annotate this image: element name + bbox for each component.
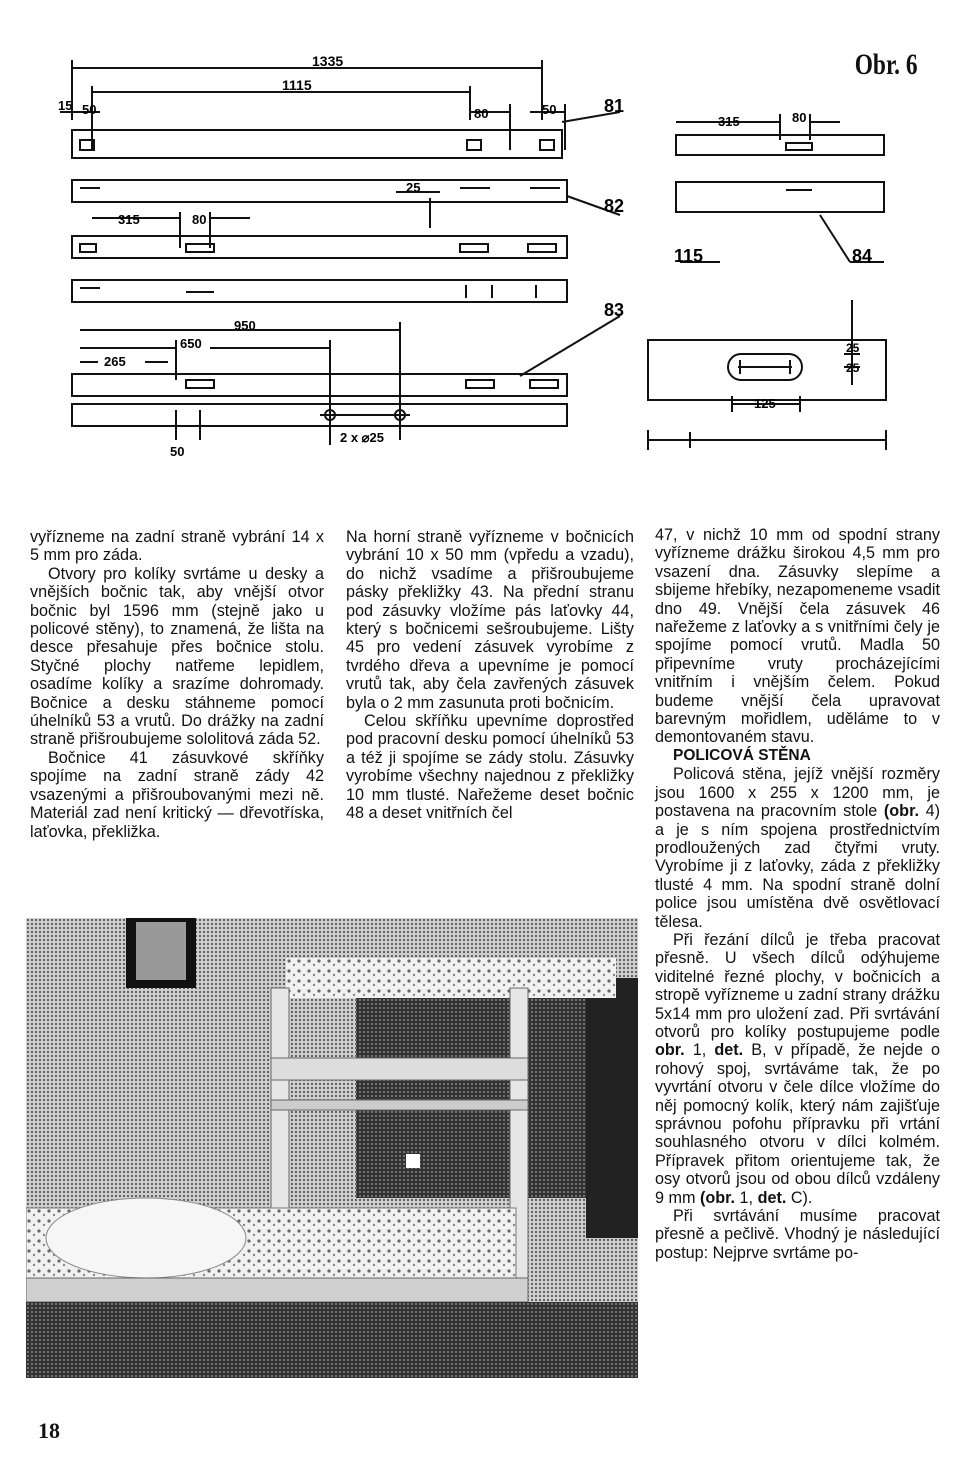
col3-p2-text-c: 4) a je s ním spojena prostřednictvím prodloužených zad čtyřmi vruty. Vyrobíme ji z laťovky, záda z překližky tlusté 4 mm. Na spodní straně dolní police jsou umístěna dvě osvětlovací tělesa. bbox=[655, 802, 940, 931]
dim-2x25: 2 x ⌀25 bbox=[340, 430, 384, 445]
col1-paragraph-3: Bočnice 41 zásuvkové skříňky spojíme na zadní straně zády 42 vsazenými a přišroubovanými mezi ně. Materiál zad není kritický — dřevotříska, laťovka, překližka. bbox=[30, 748, 324, 841]
col2-paragraph-2: Celou skříňku upevníme doprostřed pod pracovní desku pomocí úhelníků 53 a též ji spojíme se zády stolu. Zásuvky vyrobíme všechny najednou z překližky 10 mm tlusté. Nařežeme deset bočnic 48 a deset vnitřních čel bbox=[346, 712, 634, 823]
part-81-label: 81 bbox=[604, 96, 625, 116]
dim-80-b: 80 bbox=[192, 212, 207, 227]
col3-p2-text-a: Policová stěna, jejíž vnější rozměry jsou 1600 x 255 x 1200 mm, je postavena na pracovním stole bbox=[655, 765, 940, 821]
dim-25-right-a: 25 bbox=[846, 341, 860, 355]
dim-25: 25 bbox=[406, 180, 421, 195]
dim-125: 125 bbox=[754, 396, 776, 411]
part-84-label: 84 bbox=[852, 246, 873, 266]
dim-80-right: 80 bbox=[792, 110, 807, 125]
part-82-label: 82 bbox=[604, 196, 625, 216]
dim-315-right: 315 bbox=[718, 114, 740, 129]
dim-25-right-b: 25 bbox=[846, 361, 860, 375]
col1-paragraph-1: vyřízneme na zadní straně vybrání 14 x 5 mm pro záda. bbox=[30, 528, 324, 565]
col3-paragraph-1: 47, v nichž 10 mm od spodní strany vyřízneme drážku širokou 4,5 mm pro vsazení dna. Zásuvky slepíme a sbijeme hřebíky, nezapomeneme vsadit dno 49. Vnější čela zásuvek 46 nařežeme z laťovky a s vnitřními čely je spojíme pomocí vrutů. Madla 50 připevníme vruty procházejícími vnitřním i vnějším čelem. Pokud budeme vnější čela upravovat barevným mořidlem, uděláme to v demontovaném stavu. bbox=[655, 526, 940, 747]
text-column-2 bbox=[346, 528, 634, 823]
col3-p3-text-e: B, v případě, že nejde o rohový spoj, svrtáváme tak, že po vyvrtání otvoru v čele dílce vložíme do něj pomocný kolík, který nám zajišťuje správnou pofohu přípravku při vrtání souhlasného otvoru v dílci kolmém. Přípravek přitom orientujeme tak, že osy otvorů jsou od obou dílců vzdáleny 9 mm bbox=[655, 1041, 941, 1207]
col3-p3-text-c: 1, bbox=[692, 1041, 707, 1060]
col3-p3-text-i: C). bbox=[790, 1188, 813, 1207]
technical-drawing bbox=[0, 0, 960, 520]
dim-80: 80 bbox=[474, 106, 489, 121]
section-heading: POLICOVÁ STĚNA bbox=[673, 746, 811, 764]
col3-p2-ref: (obr. bbox=[883, 802, 919, 821]
dim-315: 315 bbox=[118, 212, 140, 227]
figure-label: Obr. 6 bbox=[855, 48, 918, 81]
part-83-label: 83 bbox=[604, 300, 625, 320]
page-number: 18 bbox=[38, 1418, 60, 1443]
col1-paragraph-2: Otvory pro kolíky svrtáme u desky a vnějších bočnic tak, aby vnější otvor bočnic byl 1596 mm (stejně jako u policové stěny), to znamená, že lišta na desce přesahuje přes bočnice stolu. Styčné plochy natřeme lepidlem, osadíme kolíky a srazíme dohromady. Bočnice a desku stáhneme pomocí úhelníků 53 a vrutů. Do drážky na zadní straně přišroubujeme sololitová záda 52. bbox=[30, 564, 324, 749]
dim-15: 15 bbox=[58, 98, 73, 113]
dim-950: 950 bbox=[234, 318, 256, 333]
dim-50-bottom: 50 bbox=[170, 444, 185, 459]
dim-50-right: 50 bbox=[542, 102, 557, 117]
col3-p3-ref-obr: obr. bbox=[655, 1041, 685, 1060]
col3-paragraph-4: Při svrtávání musíme pracovat přesně a pečlivě. Vhodný je následující postup: Nejprve svrtáme po- bbox=[655, 1207, 940, 1262]
part-115-label: 115 bbox=[674, 246, 704, 266]
dim-650: 650 bbox=[180, 336, 202, 351]
col3-p3-ref-det-2: det. bbox=[757, 1188, 787, 1207]
dim-50-left: 50 bbox=[82, 102, 97, 117]
dim-1335: 1335 bbox=[312, 53, 344, 69]
text-column-3 bbox=[655, 526, 940, 1262]
col3-p3-text-a: Při řezání dílců je třeba pracovat přesně. U všech dílců odýhujeme viditelné řezné plochy, v bočnicích a stropě vyřízneme u zadní strany drážku 5x14 mm pro uložení zad. Při svrtávání otvorů pro kolíky postupujeme podle bbox=[655, 930, 940, 1041]
bunk-bed-photo bbox=[26, 918, 638, 1378]
col3-p3-ref-det: det. bbox=[714, 1041, 744, 1060]
col3-p3-ref-obr-2: (obr. bbox=[699, 1188, 736, 1207]
col2-paragraph-1: Na horní straně vyřízneme v bočnicích vybrání 10 x 50 mm (vpředu a vzadu), do nichž vsadíme a přišroubujeme pásky překližky 43. Na přední stranu pod zásuvky vložíme pás laťovky 44, který s bočnicemi sešroubujeme. Lišty 45 pro vedení zásuvek vyrobíme z tvrdého dřeva a upevníme je pomocí vrutů tak, aby čela zavřených zásuvek byla o 2 mm zasunuta proti bočnicím. bbox=[346, 528, 634, 712]
text-column-1 bbox=[30, 528, 324, 841]
dim-1115: 1115 bbox=[282, 77, 312, 93]
dim-265: 265 bbox=[104, 354, 126, 369]
col3-paragraph-3 bbox=[655, 931, 940, 1207]
col3-p3-text-g: 1, bbox=[739, 1188, 754, 1207]
col3-paragraph-2 bbox=[655, 765, 940, 931]
